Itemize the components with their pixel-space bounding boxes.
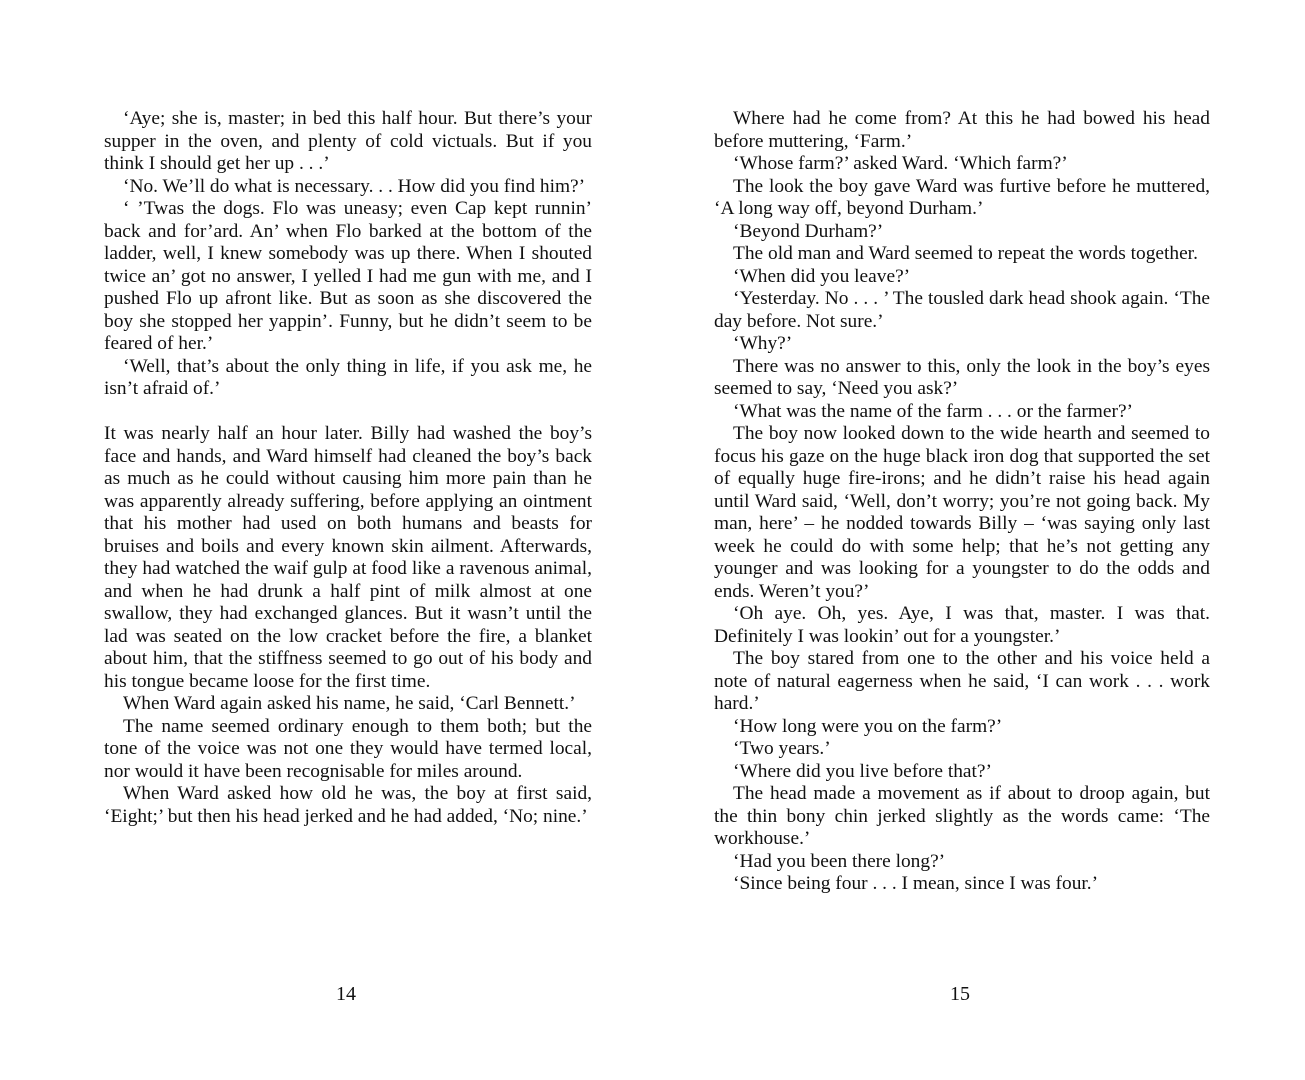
paragraph: When Ward asked how old he was, the boy at first said, ‘Eight;’ but then his head jerked and he had added, ‘No; nine.’: [104, 783, 592, 827]
paragraph: The name seemed ordinary enough to them both; but the tone of the voice was not one they would have termed local, nor would it have been recognisable for miles around.: [104, 715, 592, 782]
paragraph: ‘How long were you on the farm?’: [733, 715, 1003, 737]
paragraph: ‘Two years.’: [733, 738, 831, 759]
paragraph: ‘No. We’ll do what is necessary. . . How did you find him?’: [123, 175, 586, 197]
paragraph: ‘ ’Twas the dogs. Flo was uneasy; even Cap kept runnin’ back and for’ard. An’ when Flo barked at the bottom of the ladder, well, I knew somebody was up there. When I shouted twice an’ got no answer, I yelled I had me gun with me, and I pushed Flo up afront like. But as soon as she discovered the boy she stopped her yappin’. Funny, but he didn’t seem to be feared of her.’: [104, 198, 592, 354]
paragraph: ‘Since being four . . . I mean, since I was four.’: [733, 873, 1099, 894]
paragraph: ‘Aye; she is, master; in bed this half hour. But there’s your supper in the oven, and plenty of cold victuals. But if you think I should get her up . . .’: [104, 108, 592, 174]
right-page: [714, 108, 1210, 896]
paragraph: The boy now looked down to the wide hearth and seemed to focus his gaze on the huge black iron dog that supported the set of equally huge fire-irons; and he didn’t raise his head again until Ward said, ‘Well, don’t worry; you’re not going back. My man, here’ – he nodded towards Billy – ‘was saying only last week he could do with some help; that he’s not getting any younger and was looking for a youngster to do the odds and ends. Weren’t you?’: [714, 423, 1210, 602]
paragraph: The head made a movement as if about to droop again, but the thin bony chin jerked slightly as the words came: ‘The workhouse.’: [714, 783, 1210, 849]
left-page: [104, 108, 592, 828]
paragraph: Where had he come from? At this he had bowed his head before muttering, ‘Farm.’: [714, 108, 1210, 152]
paragraph: ‘Yesterday. No . . . ’ The tousled dark head shook again. ‘The day before. Not sure.’: [714, 288, 1210, 332]
paragraph: The boy stared from one to the other and his voice held a note of natural eagerness when he said, ‘I can work . . . work hard.’: [714, 648, 1210, 714]
paragraph: There was no answer to this, only the look in the boy’s eyes seemed to say, ‘Need you ask?’: [714, 355, 1210, 399]
paragraph: ‘Oh aye. Oh, yes. Aye, I was that, master. I was that. Definitely I was lookin’ out for a youngster.’: [714, 603, 1210, 647]
paragraph: ‘Well, that’s about the only thing in life, if you ask me, he isn’t afraid of.’: [104, 355, 592, 399]
paragraph: ‘Where did you live before that?’: [733, 760, 992, 782]
paragraph: ‘Why?’: [733, 333, 793, 354]
paragraph: The look the boy gave Ward was furtive before he muttered, ‘A long way off, beyond Durham.’: [714, 175, 1210, 219]
paragraph: ‘What was the name of the farm . . . or the farmer?’: [733, 400, 1134, 422]
paragraph: The old man and Ward seemed to repeat the words together.: [733, 243, 1198, 264]
paragraph: It was nearly half an hour later. Billy had washed the boy’s face and hands, and Ward himself had cleaned the boy’s back as much as he could without causing him more pain than he was apparently already suffering, before applying an ointment that his mother had used on both humans and beasts for bruises and boils and every known skin ailment. Afterwards, they had watched the waif gulp at food like a ravenous animal, and when he had drunk a half pint of milk almost at one swallow, they had exchanged glances. But it wasn’t until the lad was seated on the low cracket before the fire, a blanket about him, that the stiffness seemed to go out of his body and his tongue became loose for the first time.: [104, 423, 592, 692]
page-number: 15: [950, 983, 970, 1005]
paragraph: ‘Beyond Durham?’: [733, 220, 884, 242]
paragraph: ‘Whose farm?’ asked Ward. ‘Which farm?’: [733, 153, 1068, 174]
paragraph: ‘When did you leave?’: [733, 265, 911, 287]
paragraph: When Ward again asked his name, he said, ‘Carl Bennett.’: [123, 693, 576, 714]
section-break: [104, 401, 592, 424]
page-number: 14: [336, 983, 356, 1005]
paragraph: ‘Had you been there long?’: [733, 850, 946, 872]
